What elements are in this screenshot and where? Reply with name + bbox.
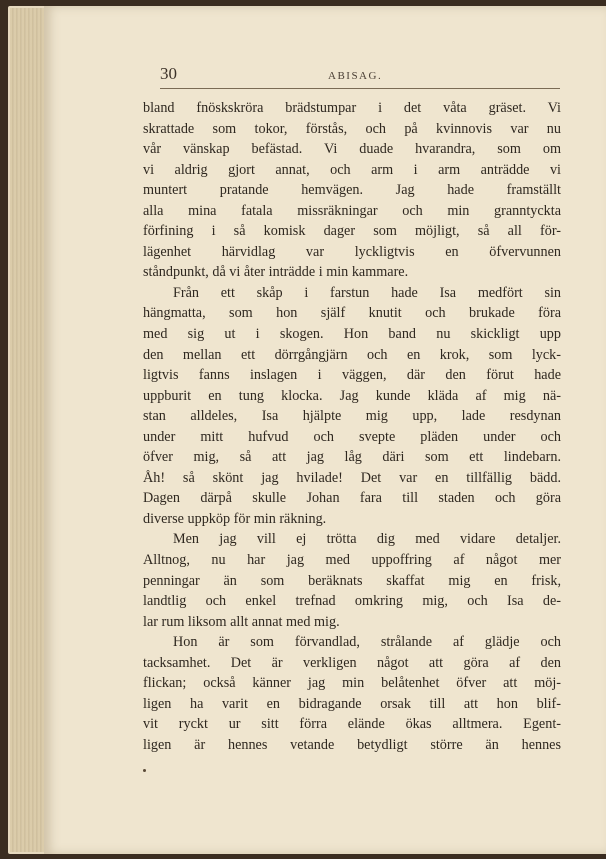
text-line: bland fnöskskröra brädstumpar i det våta gräset. Vi xyxy=(143,100,561,116)
running-head: ABISAG. xyxy=(328,70,383,82)
page-edges xyxy=(10,8,46,852)
text-line: uppburit en tung klocka. Jag kunde kläda af mig nä- xyxy=(143,387,561,404)
text-line: Från ett skåp i farstun hade Isa medfört sin xyxy=(173,284,561,301)
text-line: vi aldrig gjort annat, och arm i arm anträdde vi xyxy=(143,161,561,178)
text-line: stan alldeles, Isa hjälpte mig upp, lade resdynan xyxy=(143,408,561,425)
text-line: under mitt hufvud och svepte pläden under och xyxy=(143,428,561,445)
text-line: öfver mig, så att jag låg däri som ett lindebarn. xyxy=(143,449,561,466)
text-line: diverse uppköp för min räkning. xyxy=(143,510,327,527)
text-line: tacksamhet. Det är verkligen något att göra af den xyxy=(143,654,561,671)
text-line: Åh! så skönt jag hvilade! Det var en tillfällig bädd. xyxy=(143,469,561,486)
text-line: förfining i så komisk dager som möjligt, så all för- xyxy=(143,223,561,240)
body-text xyxy=(143,98,561,756)
text-line: den mellan ett dörrgångjärn och en krok, som lyck- xyxy=(143,346,561,363)
page-number: 30 xyxy=(160,64,177,83)
page-header xyxy=(160,62,560,89)
text-line: muntert pratande hemvägen. Jag hade framställt xyxy=(143,182,561,199)
text-line: vit ryckt ur sitt förra elände ökas alltmera. Egent- xyxy=(143,716,561,733)
text-line: Men jag vill ej trötta dig med vidare detaljer. xyxy=(173,531,561,548)
text-line: flickan; också känner jag min belåtenhet öfver att möj- xyxy=(143,675,561,692)
text-line: lägenhet härvidlag var lyckligtvis en öfvervunnen xyxy=(143,243,561,260)
text-line: ligtvis fanns inslagen i väggen, där den förut hade xyxy=(143,367,561,384)
text-line: Hon är som förvandlad, strålande af glädje och xyxy=(173,634,561,651)
text-line: hängmatta, som hon själf knutit och brukade föra xyxy=(143,305,561,322)
text-line: landtlig och enkel trefnad omkring mig, och Isa de- xyxy=(143,593,561,610)
text-line: lar rum liksom allt annat med mig. xyxy=(143,613,340,630)
ink-speck xyxy=(143,769,146,772)
text-line: med sig ut i skogen. Hon band nu skickligt upp xyxy=(143,326,561,343)
text-line: ståndpunkt, då vi åter inträdde i min kammare. xyxy=(143,264,409,281)
text-line: ligen är hennes vetande betydligt större än hennes xyxy=(143,736,561,753)
text-line: vår vänskap befästad. Vi duade hvarandra, som om xyxy=(143,141,561,158)
text-line: alla mina fatala missräkningar och min granntyckta xyxy=(143,202,561,219)
text-line: Dagen därpå skulle Johan fara till staden och göra xyxy=(143,490,561,507)
text-line: Alltnog, nu har jag med uppoffring af något mer xyxy=(143,552,561,569)
text-line: penningar än som beräknats skaffat mig en frisk, xyxy=(143,572,561,589)
text-line: skrattade som tokor, förstås, och på kvinnovis var nu xyxy=(143,120,561,137)
text-line: ligen ha varit en bidragande orsak till att hon blif- xyxy=(143,695,561,712)
